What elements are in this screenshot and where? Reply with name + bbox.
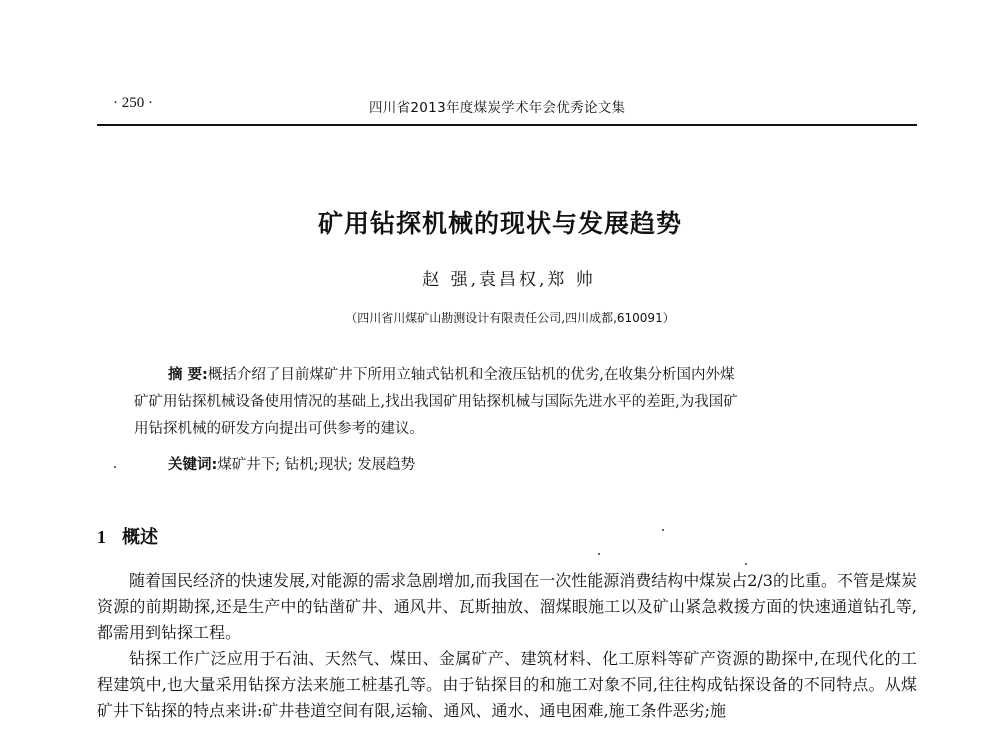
abstract-line-1 xyxy=(134,362,896,389)
abstract-text-1: 概括介绍了目前煤矿井下所用立轴式钻机和全液压钻机的优劣,在收集分析国内外煤 xyxy=(207,367,735,383)
abstract-label: 摘 要: xyxy=(168,367,208,383)
keywords xyxy=(168,453,868,474)
running-header xyxy=(97,95,917,121)
section-number: 1 xyxy=(97,527,106,547)
abstract-line-2: 矿矿用钻探机械设备使用情况的基础上,找出我国矿用钻探机械与国际先进水平的差距,为我国矿 xyxy=(134,394,738,410)
journal-title: 四川省2013年度煤炭学术年会优秀论文集 xyxy=(369,100,626,116)
scan-speck xyxy=(114,466,116,468)
scan-speck xyxy=(598,553,600,555)
affiliation: （四川省川煤矿山勘测设计有限责任公司,四川成都,610091） xyxy=(345,311,675,325)
page-number: · 250 · xyxy=(113,95,153,111)
keywords-text: 煤矿井下; 钻机;现状; 发展趋势 xyxy=(217,457,416,473)
scan-speck xyxy=(745,563,747,565)
abstract-line-3: 用钻探机械的研发方向提出可供参考的建议。 xyxy=(134,421,424,437)
header-rule xyxy=(97,124,917,126)
keywords-label: 关键词: xyxy=(168,457,218,473)
paper-title: 矿用钻探机械的现状与发展趋势 xyxy=(317,209,682,238)
section-title: 概述 xyxy=(122,527,158,548)
body-paragraph-1: 随着国民经济的快速发展,对能源的需求急剧增加,而我国在一次性能源消费结构中煤炭占2/3的比重。不管是煤炭资源的前期勘探,还是生产中的钻凿矿井、通风井、瓦斯抽放、溜煤眼施工以及矿山紧急救援方面的快速通道钻孔等,都需用到钻探工程。 xyxy=(97,571,917,642)
authors: 赵 强,袁昌权,郑 帅 xyxy=(422,270,596,290)
abstract xyxy=(134,362,896,443)
section-body xyxy=(97,568,917,724)
body-paragraph-2: 钻探工作广泛应用于石油、天然气、煤田、金属矿产、建筑材料、化工原料等矿产资源的勘探中,在现代化的工程建筑中,也大量采用钻探方法来施工桩基孔等。由于钻探目的和施工对象不同,往往构成钻探设备的不同特点。从煤矿井下钻探的特点来讲:矿井巷道空间有限,运输、通风、通水、通电困难,施工条件恶劣;施 xyxy=(97,649,917,720)
section-heading xyxy=(97,523,158,549)
scan-speck xyxy=(662,529,664,531)
